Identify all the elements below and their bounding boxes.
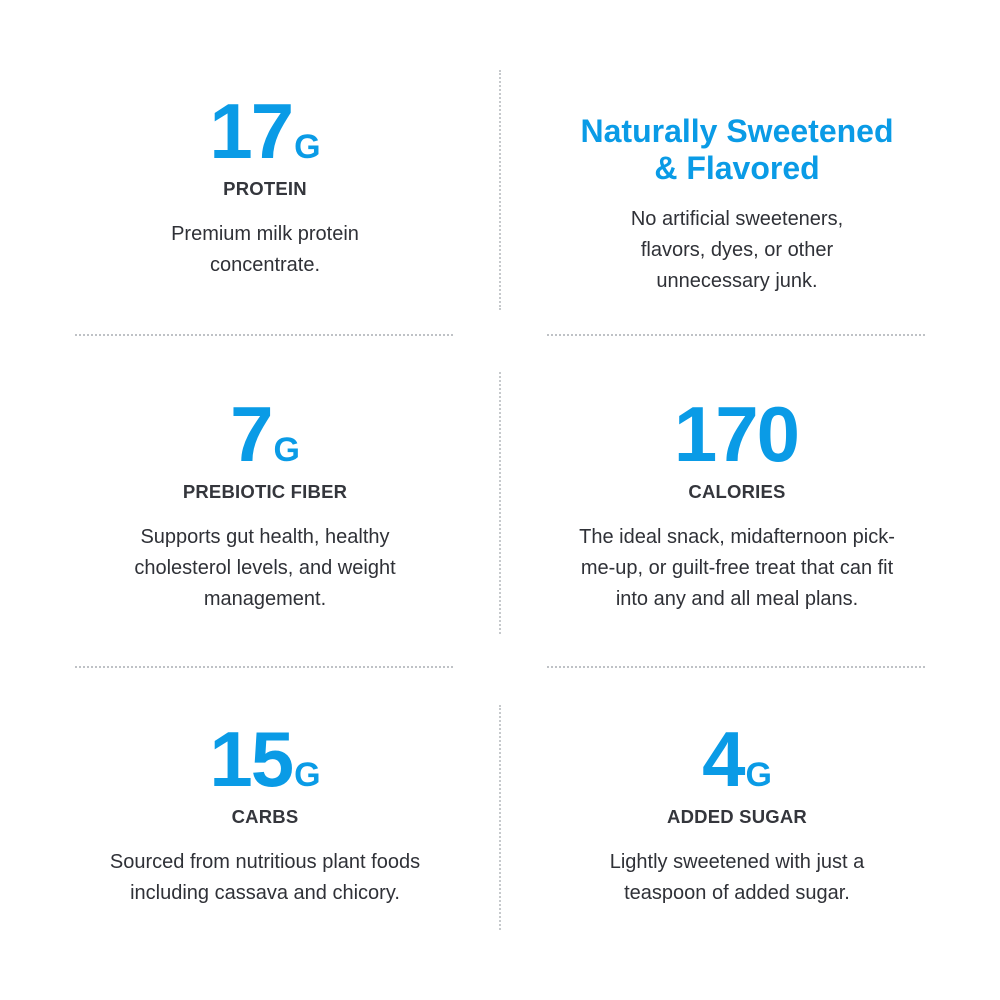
vertical-divider-top <box>499 70 501 310</box>
protein-label: PROTEIN <box>223 178 307 199</box>
sweetened-headline <box>527 113 947 187</box>
carbs-number: 15 <box>209 715 293 803</box>
protein-number: 17 <box>209 87 293 175</box>
added-sugar-description: Lightly sweetened with just a teaspoon of added sugar. <box>609 851 865 904</box>
vertical-divider-middle <box>499 372 501 634</box>
protein-value <box>55 87 475 175</box>
protein-description: Premium milk protein concentrate. <box>171 223 359 276</box>
sweetened-cell <box>527 113 947 297</box>
fiber-unit: G <box>273 431 300 469</box>
sweetened-headline-line1: Naturally Sweetened <box>580 113 894 149</box>
fiber-description: Supports gut health, healthy cholesterol levels, and weight management. <box>134 526 396 610</box>
fiber-number: 7 <box>230 390 272 478</box>
fiber-value <box>55 390 475 478</box>
carbs-value <box>55 715 475 803</box>
protein-cell <box>55 87 475 281</box>
horizontal-divider-left-1 <box>75 334 453 336</box>
calories-label: CALORIES <box>688 481 786 502</box>
carbs-cell <box>55 715 475 909</box>
added-sugar-number: 4 <box>702 715 744 803</box>
sweetened-description: No artificial sweeteners, flavors, dyes, or other unnecessary junk. <box>630 208 844 292</box>
horizontal-divider-right-1 <box>547 334 925 336</box>
protein-unit: G <box>294 128 321 166</box>
calories-cell <box>527 390 947 615</box>
fiber-label: PREBIOTIC FIBER <box>182 481 348 502</box>
vertical-divider-bottom <box>499 705 501 930</box>
added-sugar-cell <box>527 715 947 909</box>
carbs-label: CARBS <box>231 806 299 827</box>
horizontal-divider-left-2 <box>75 666 453 668</box>
carbs-unit: G <box>294 756 321 794</box>
horizontal-divider-right-2 <box>547 666 925 668</box>
calories-value <box>527 390 947 478</box>
fiber-cell <box>55 390 475 615</box>
sweetened-headline-line2: & Flavored <box>654 150 820 186</box>
carbs-description: Sourced from nutritious plant foods including cassava and chicory. <box>109 851 421 904</box>
added-sugar-label: ADDED SUGAR <box>667 806 807 827</box>
added-sugar-unit: G <box>745 756 772 794</box>
added-sugar-value <box>527 715 947 803</box>
calories-number: 170 <box>673 390 799 478</box>
calories-description: The ideal snack, midafternoon pick-me-up, or guilt-free treat that can fit into any and all meal plans. <box>579 526 895 610</box>
